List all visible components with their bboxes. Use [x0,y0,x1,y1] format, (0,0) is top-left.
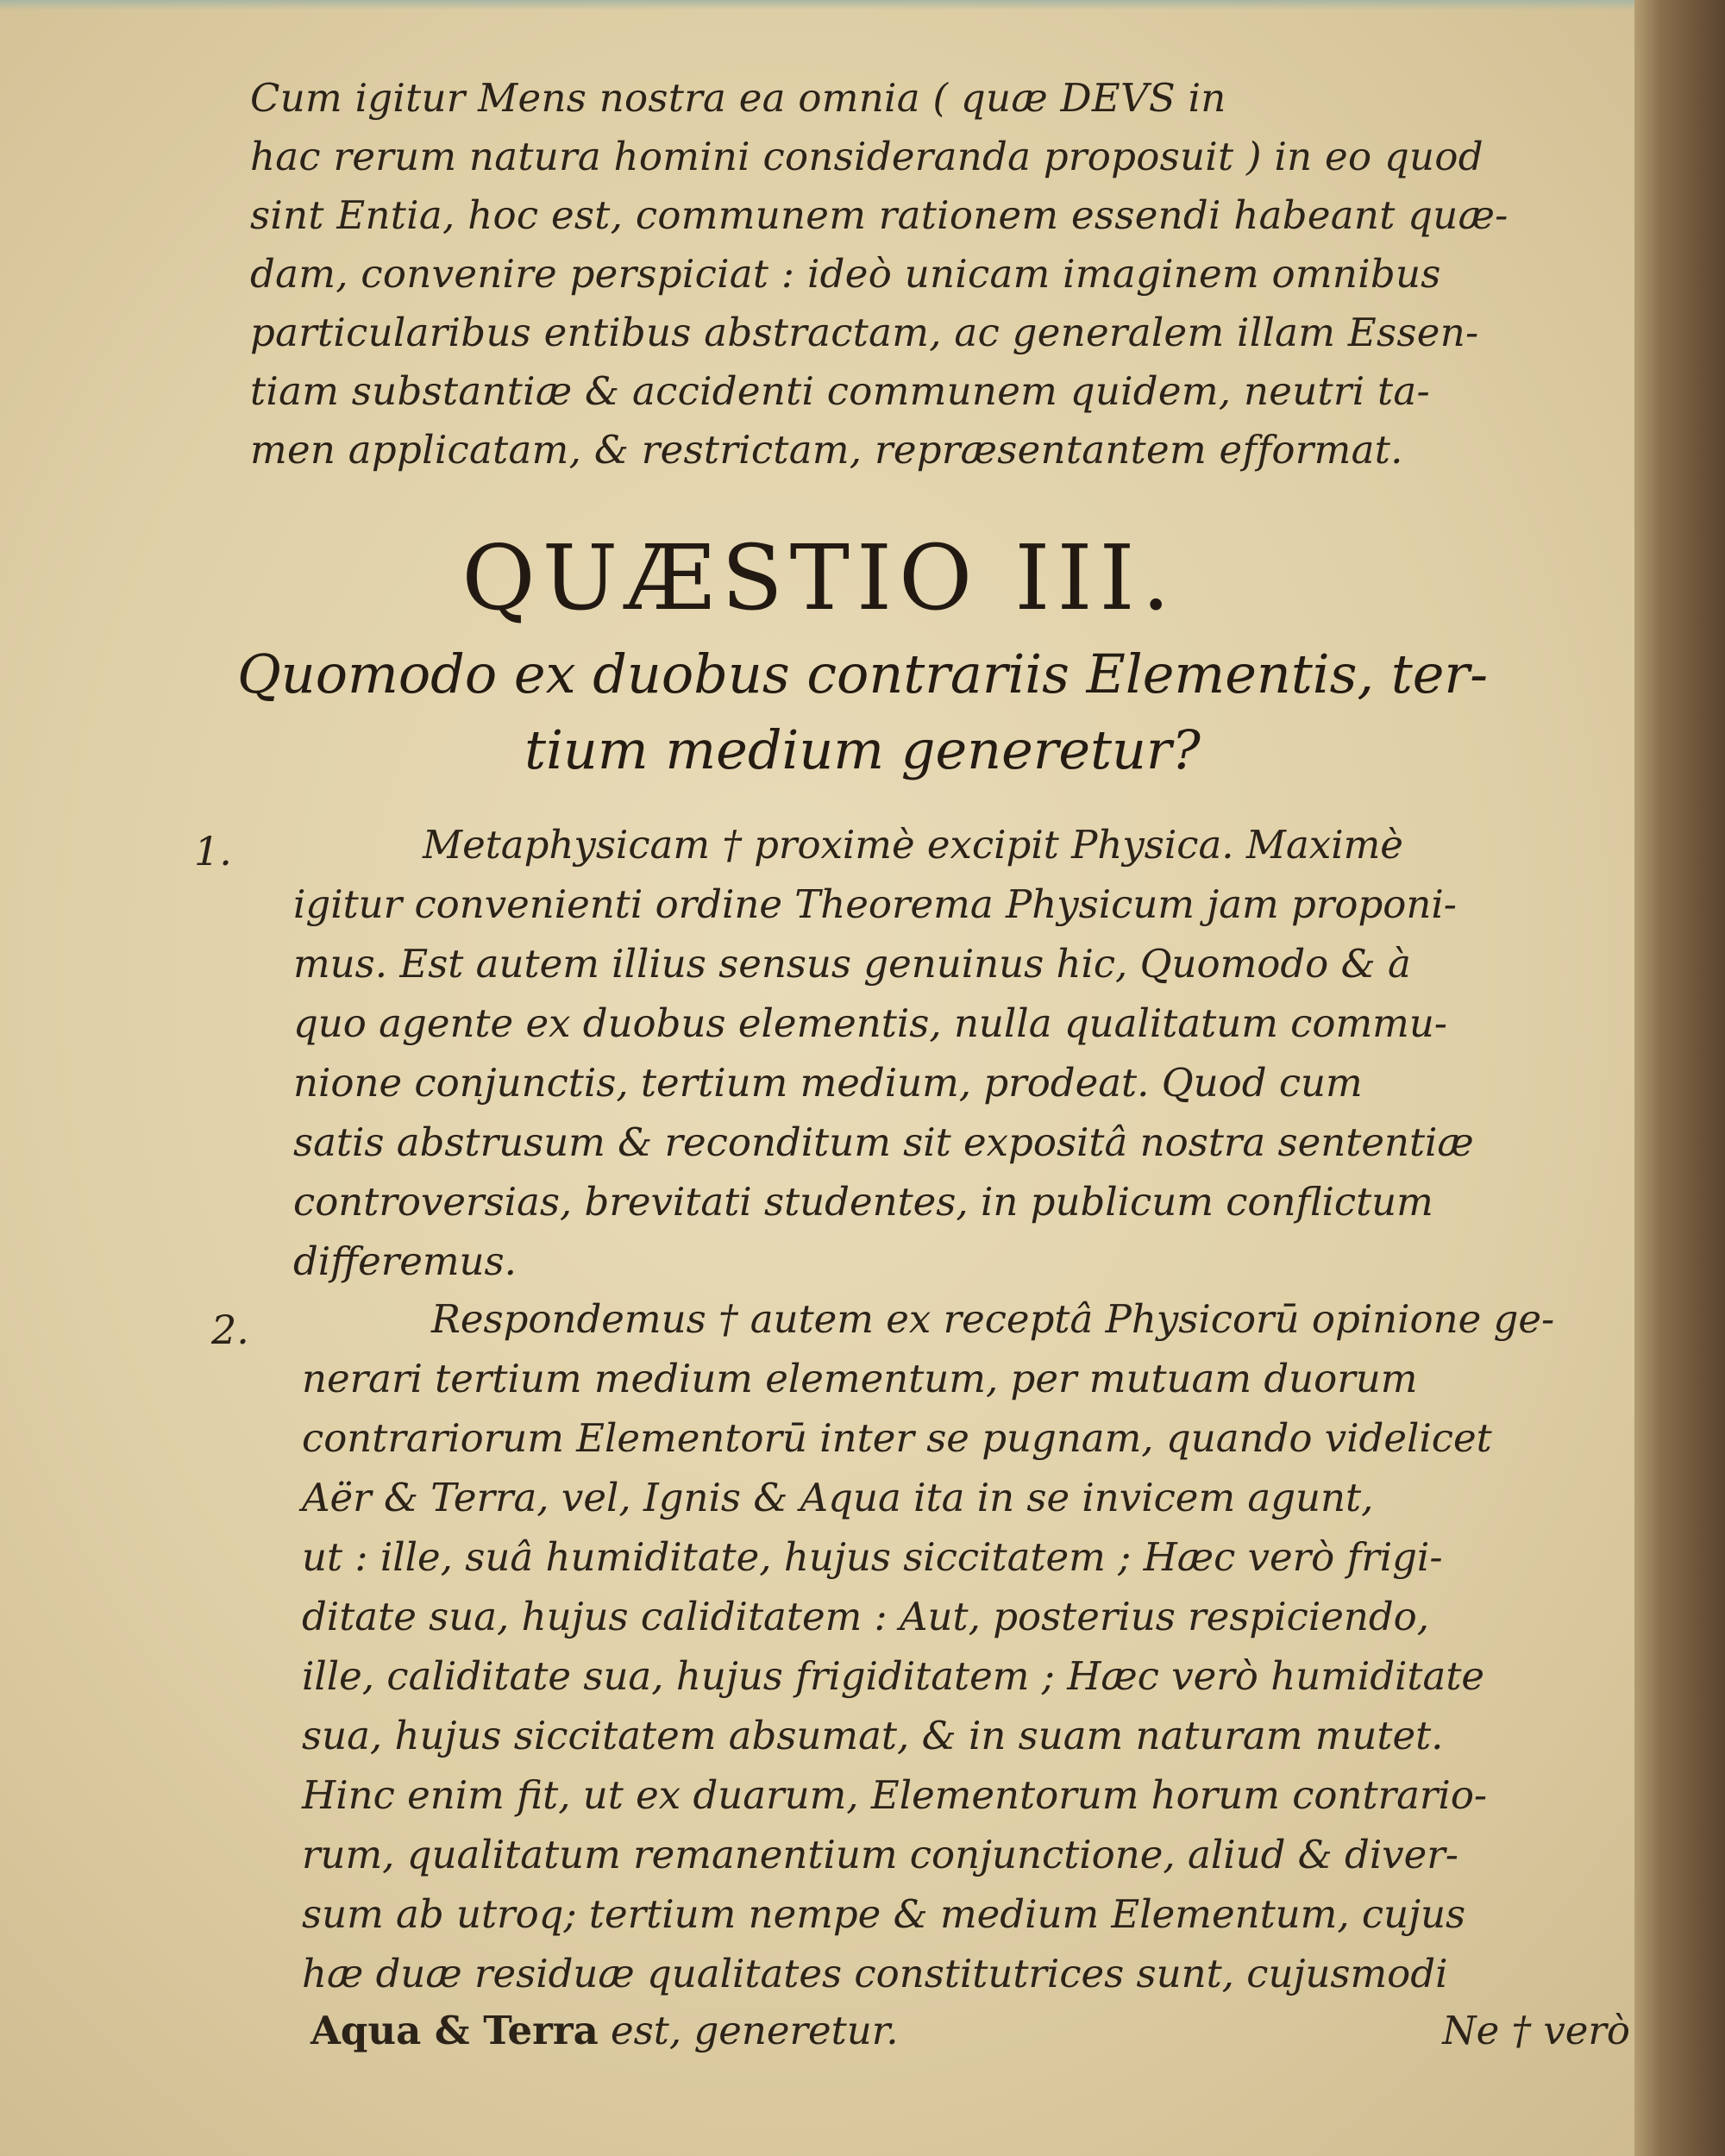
intro-line: hac rerum natura homini consideranda proposuit ) in eo quod [250,134,1484,179]
paragraph-1 [293,815,1630,1291]
intro-line: tiam substantiæ & accidenti communem quidem, neutri ta- [250,368,1431,414]
paragraph-line: nione conjunctis, tertium medium, prodeat. Quod cum [293,1060,1363,1106]
intro-line: men applicatam, & restrictam, repræsentantem efformat. [250,427,1403,473]
paragraph-line: quo agente ex duobus elementis, nulla qualitatum commu- [293,1000,1448,1046]
final-line-roman: Aqua & Terra [310,2008,599,2053]
paragraph-line: ille, caliditate sua, hujus frigiditatem ; Hæc verò humiditate [302,1653,1485,1699]
paragraph-number: 1. [194,828,232,874]
paragraph-line: hæ duæ residuæ qualitates constitutrices sunt, cujusmodi [302,1951,1448,1996]
paragraph-line: satis abstrusum & reconditum sit expositâ nostra sententiæ [293,1119,1474,1165]
page-binding-edge [1634,0,1725,2156]
intro-line: Cum igitur Mens nostra ea omnia ( quæ DEVS in [250,75,1226,121]
paragraph-line: igitur convenienti ordine Theorema Physicum jam proponi- [293,881,1457,927]
paragraph-line: Aër & Terra, vel, Ignis & Aqua ita in se invicem agunt, [302,1475,1374,1520]
paragraph-number: 2. [211,1307,249,1353]
catchword: Ne † verò [1442,2008,1630,2053]
final-line [310,2001,1630,2060]
intro-paragraph [250,69,1630,479]
paragraph-line: sum ab utroq; tertium nempe & medium Elementum, cujus [302,1891,1466,1937]
intro-line: dam, convenire perspiciat : ideò unicam imaginem omnibus [250,251,1441,297]
paragraph-line: nerari tertium medium elementum, per mutuam duorum [302,1356,1418,1401]
paragraph-line: rum, qualitatum remanentium conjunctione, aliud & diver- [302,1832,1459,1877]
paragraph-line: mus. Est autem illius sensus genuinus hic, Quomodo & à [293,941,1411,987]
paragraph-line: controversias, brevitati studentes, in publicum conflictum [293,1179,1433,1225]
subheading-line: tium medium generetur? [524,718,1201,781]
paragraph-line: Hinc enim fit, ut ex duarum, Elementorum horum contrario- [302,1772,1488,1818]
paragraph-line: ditate sua, hujus caliditatem : Aut, posterius respiciendo, [302,1594,1430,1639]
page-stain [0,0,1725,10]
paragraph-2 [302,1289,1639,2003]
paragraph-line: contrariorum Elementorū inter se pugnam, quando videlicet [302,1415,1492,1461]
intro-line: sint Entia, hoc est, communem rationem essendi habeant quæ- [250,192,1509,238]
question-subheading [0,636,1725,788]
paragraph-line: Respondemus † autem ex receptâ Physicorū opinione ge- [431,1296,1555,1342]
final-line-italic: est, generetur. [598,2008,899,2053]
paragraph-line: sua, hujus siccitatem absumat, & in suam naturam mutet. [302,1713,1444,1758]
question-heading: QUÆSTIO III. [461,525,1177,630]
subheading-line: Quomodo ex duobus contrariis Elementis, ter- [236,642,1489,705]
paragraph-line: ut : ille, suâ humiditate, hujus siccitatem ; Hæc verò frigi- [302,1534,1443,1580]
paragraph-line: Metaphysicam † proximè excipit Physica. Maximè [423,822,1403,868]
intro-line: particularibus entibus abstractam, ac generalem illam Essen- [250,310,1479,355]
paragraph-line: differemus. [293,1238,517,1284]
